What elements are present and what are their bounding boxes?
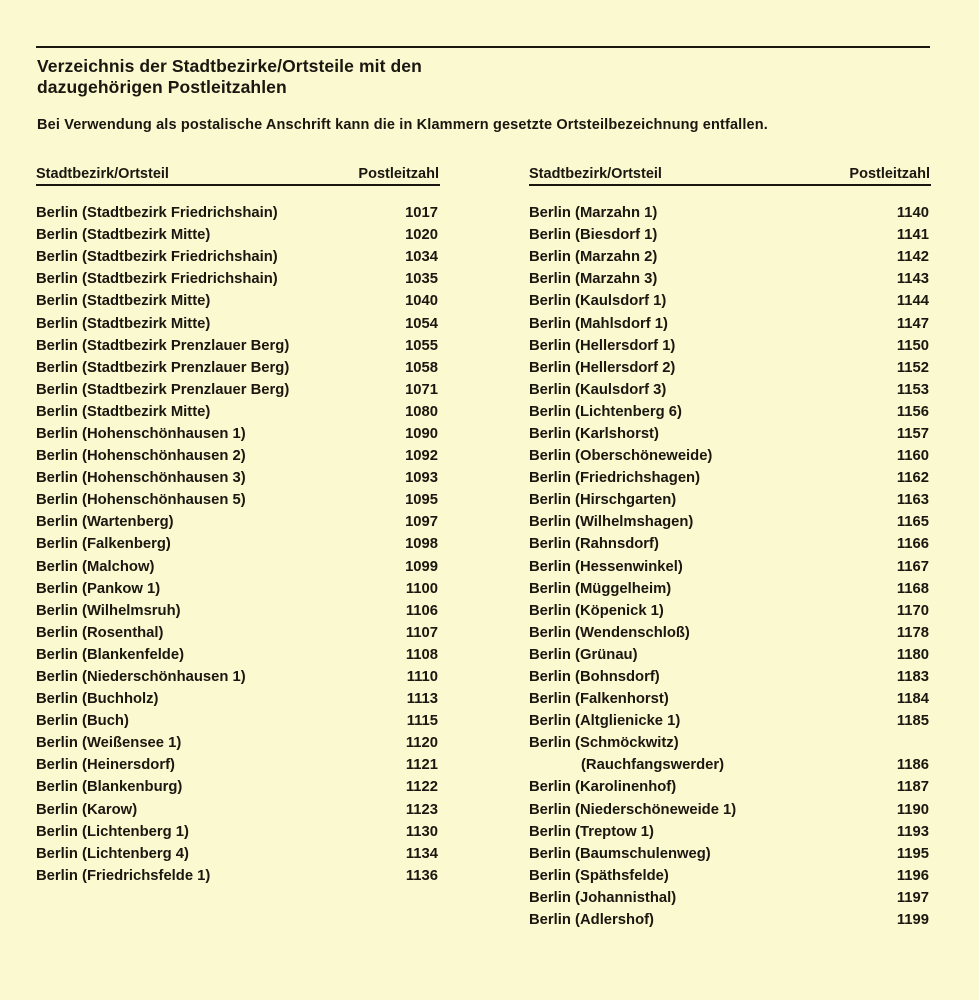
postcode: 1153 xyxy=(896,381,929,398)
table-row xyxy=(529,511,931,533)
postcode: 1193 xyxy=(896,823,929,840)
table-row xyxy=(529,423,931,445)
table-row xyxy=(529,909,931,931)
postcode: 1150 xyxy=(896,337,929,354)
table-row xyxy=(36,423,440,445)
top-rule xyxy=(36,46,930,48)
postcode: 1187 xyxy=(896,779,929,796)
postcode: 1098 xyxy=(405,536,438,553)
table-row xyxy=(529,776,931,798)
postcode: 1120 xyxy=(405,735,438,752)
postcode: 1113 xyxy=(406,691,438,708)
table-row xyxy=(36,600,440,622)
district-name: Berlin (Wendenschloß) xyxy=(529,624,690,641)
table-row xyxy=(36,268,440,290)
postcode: 1134 xyxy=(405,845,438,862)
table-row xyxy=(36,533,440,555)
district-name: Berlin (Lichtenberg 1) xyxy=(36,823,189,840)
postcode: 1100 xyxy=(405,580,438,597)
table-row xyxy=(36,732,440,754)
table-row xyxy=(529,224,931,246)
district-name: Berlin (Marzahn 2) xyxy=(529,249,658,266)
district-name: Berlin (Kaulsdorf 1) xyxy=(529,293,667,310)
district-name: Berlin (Stadtbezirk Friedrichshain) xyxy=(36,249,278,266)
postcode: 1034 xyxy=(405,249,438,266)
table-row xyxy=(529,467,931,489)
district-name: Berlin (Niederschönhausen 1) xyxy=(36,669,246,686)
table-row xyxy=(529,379,931,401)
postcode: 1080 xyxy=(405,403,438,420)
district-name: Berlin (Rosenthal) xyxy=(36,624,164,641)
district-name: Berlin (Köpenick 1) xyxy=(529,602,664,619)
postcode: 1106 xyxy=(405,602,438,619)
district-name: Berlin (Mahlsdorf 1) xyxy=(529,315,668,332)
table-row xyxy=(529,202,931,224)
table-row xyxy=(529,865,931,887)
postcode: 1165 xyxy=(896,514,929,531)
postcode: 1099 xyxy=(405,558,438,575)
district-name: Berlin (Hirschgarten) xyxy=(529,492,677,509)
district-name: (Rauchfangswerder) xyxy=(581,757,725,774)
table-row xyxy=(36,666,440,688)
table-row xyxy=(36,710,440,732)
postcode: 1020 xyxy=(405,227,438,244)
district-name: Berlin (Altglienicke 1) xyxy=(529,713,681,730)
postcode: 1156 xyxy=(896,403,929,420)
district-name: Berlin (Stadtbezirk Mitte) xyxy=(36,315,211,332)
table-row xyxy=(36,578,440,600)
table-row xyxy=(529,821,931,843)
district-name: Berlin (Lichtenberg 6) xyxy=(529,403,682,420)
postcode: 1168 xyxy=(896,580,929,597)
postcode: 1186 xyxy=(896,757,929,774)
district-name: Berlin (Wilhelmshagen) xyxy=(529,514,694,531)
right-postcode-list xyxy=(529,202,931,931)
table-row xyxy=(529,246,931,268)
postcode: 1196 xyxy=(896,867,929,884)
table-row xyxy=(36,799,440,821)
district-name: Berlin (Stadtbezirk Mitte) xyxy=(36,227,211,244)
postcode: 1170 xyxy=(896,602,929,619)
postcode: 1095 xyxy=(405,492,438,509)
table-row xyxy=(36,754,440,776)
postcode: 1197 xyxy=(896,889,929,906)
postcode: 1152 xyxy=(896,359,929,376)
district-name: Berlin (Hessenwinkel) xyxy=(529,558,683,575)
district-name: Berlin (Falkenhorst) xyxy=(529,691,669,708)
table-row xyxy=(529,644,931,666)
district-name: Berlin (Stadtbezirk Friedrichshain) xyxy=(36,271,278,288)
postcode: 1185 xyxy=(896,713,929,730)
postcode: 1110 xyxy=(406,669,438,686)
district-name: Berlin (Kaulsdorf 3) xyxy=(529,381,667,398)
table-row xyxy=(36,445,440,467)
district-name: Berlin (Stadtbezirk Prenzlauer Berg) xyxy=(36,337,290,354)
district-name: Berlin (Karow) xyxy=(36,801,138,818)
district-name: Berlin (Treptow 1) xyxy=(529,823,654,840)
postcode: 1058 xyxy=(405,359,438,376)
table-row xyxy=(529,290,931,312)
table-row xyxy=(529,732,931,754)
district-name: Berlin (Stadtbezirk Mitte) xyxy=(36,403,211,420)
postcode: 1144 xyxy=(896,293,929,310)
district-name: Berlin (Johannisthal) xyxy=(529,889,677,906)
district-name: Berlin (Lichtenberg 4) xyxy=(36,845,189,862)
postcode: 1115 xyxy=(406,713,438,730)
postcode: 1142 xyxy=(896,249,929,266)
district-name: Berlin (Hohenschönhausen 5) xyxy=(36,492,246,509)
postcode: 1190 xyxy=(896,801,929,818)
postcode: 1017 xyxy=(405,205,438,222)
district-name: Berlin (Hellersdorf 1) xyxy=(529,337,676,354)
district-name: Berlin (Hohenschönhausen 1) xyxy=(36,425,246,442)
district-name: Berlin (Marzahn 1) xyxy=(529,205,658,222)
table-row xyxy=(36,467,440,489)
postcode: 1143 xyxy=(896,271,929,288)
table-row xyxy=(36,622,440,644)
district-name: Berlin (Blankenfelde) xyxy=(36,646,184,663)
postcode: 1054 xyxy=(405,315,438,332)
table-row xyxy=(529,556,931,578)
left-postcode-list xyxy=(36,202,440,887)
district-name: Berlin (Adlershof) xyxy=(529,912,654,929)
postcode: 1123 xyxy=(405,801,438,818)
left-column xyxy=(36,156,440,887)
table-row xyxy=(36,335,440,357)
district-name: Berlin (Biesdorf 1) xyxy=(529,227,658,244)
title-line-2: dazugehörigen Postleitzahlen xyxy=(37,77,287,97)
district-name: Berlin (Wilhelmsruh) xyxy=(36,602,181,619)
table-row xyxy=(36,865,440,887)
title-line-1: Verzeichnis der Stadtbezirke/Ortsteile mit den xyxy=(37,56,422,76)
postcode: 1136 xyxy=(405,867,438,884)
table-row xyxy=(36,224,440,246)
right-column-header xyxy=(529,156,931,186)
table-row xyxy=(529,799,931,821)
postcode: 1090 xyxy=(405,425,438,442)
table-row xyxy=(36,776,440,798)
district-name: Berlin (Stadtbezirk Mitte) xyxy=(36,293,211,310)
district-name: Berlin (Späthsfelde) xyxy=(529,867,669,884)
right-column xyxy=(529,156,931,931)
postcode: 1178 xyxy=(896,624,929,641)
table-row xyxy=(36,644,440,666)
district-name: Berlin (Rahnsdorf) xyxy=(529,536,659,553)
table-row xyxy=(529,710,931,732)
district-name: Berlin (Grünau) xyxy=(529,646,638,663)
postcode: 1071 xyxy=(405,381,438,398)
district-name: Berlin (Stadtbezirk Prenzlauer Berg) xyxy=(36,359,290,376)
table-row xyxy=(36,821,440,843)
table-row xyxy=(36,312,440,334)
table-row xyxy=(529,312,931,334)
table-row xyxy=(529,335,931,357)
table-row xyxy=(36,202,440,224)
district-name: Berlin (Hohenschönhausen 3) xyxy=(36,470,246,487)
postcode: 1121 xyxy=(405,757,438,774)
table-row xyxy=(36,379,440,401)
district-name: Berlin (Müggelheim) xyxy=(529,580,672,597)
postcode: 1040 xyxy=(405,293,438,310)
district-name: Berlin (Hellersdorf 2) xyxy=(529,359,676,376)
postcode: 1107 xyxy=(405,624,438,641)
district-name: Berlin (Weißensee 1) xyxy=(36,735,182,752)
address-note: Bei Verwendung als postalische Anschrift kann die in Klammern gesetzte Ortsteilbezeichnung entfallen. xyxy=(37,117,768,133)
district-name: Berlin (Friedrichshagen) xyxy=(529,470,701,487)
district-name: Berlin (Buch) xyxy=(36,713,129,730)
district-name: Berlin (Stadtbezirk Friedrichshain) xyxy=(36,205,278,222)
postcode: 1180 xyxy=(896,646,929,663)
table-row xyxy=(36,246,440,268)
district-name: Berlin (Hohenschönhausen 2) xyxy=(36,448,246,465)
district-name: Berlin (Stadtbezirk Prenzlauer Berg) xyxy=(36,381,290,398)
postcode: 1167 xyxy=(896,558,929,575)
district-name: Berlin (Bohnsdorf) xyxy=(529,669,660,686)
table-row xyxy=(529,578,931,600)
district-name: Berlin (Buchholz) xyxy=(36,691,159,708)
page-title xyxy=(37,56,737,98)
table-row xyxy=(529,843,931,865)
postcode: 1160 xyxy=(896,448,929,465)
district-name: Berlin (Wartenberg) xyxy=(36,514,174,531)
table-row xyxy=(529,401,931,423)
postcode: 1035 xyxy=(405,271,438,288)
postcode: 1130 xyxy=(405,823,438,840)
district-name: Berlin (Blankenburg) xyxy=(36,779,183,796)
district-name: Berlin (Heinersdorf) xyxy=(36,757,175,774)
postcode: 1093 xyxy=(405,470,438,487)
district-name: Berlin (Niederschöneweide 1) xyxy=(529,801,737,818)
table-row xyxy=(529,357,931,379)
district-name: Berlin (Falkenberg) xyxy=(36,536,171,553)
postcode: 1097 xyxy=(405,514,438,531)
table-row xyxy=(529,489,931,511)
table-row xyxy=(36,688,440,710)
district-name: Berlin (Karolinenhof) xyxy=(529,779,677,796)
district-name: Berlin (Malchow) xyxy=(36,558,155,575)
postcode: 1108 xyxy=(405,646,438,663)
table-row xyxy=(529,533,931,555)
table-row xyxy=(36,357,440,379)
postcode: 1162 xyxy=(896,470,929,487)
table-row xyxy=(529,600,931,622)
district-name: Berlin (Marzahn 3) xyxy=(529,271,658,288)
table-row xyxy=(529,688,931,710)
table-row xyxy=(529,622,931,644)
postcode: 1184 xyxy=(896,691,929,708)
postcode: 1157 xyxy=(896,425,929,442)
postcode: 1141 xyxy=(896,227,929,244)
postcode: 1183 xyxy=(896,669,929,686)
postcode: 1055 xyxy=(405,337,438,354)
postcode: 1163 xyxy=(896,492,929,509)
left-header-postcode: Postleitzahl xyxy=(358,166,439,182)
right-header-district: Stadtbezirk/Ortsteil xyxy=(529,166,662,182)
postcode: 1122 xyxy=(405,779,438,796)
table-row xyxy=(36,556,440,578)
postcode: 1166 xyxy=(896,536,929,553)
district-name: Berlin (Schmöckwitz) xyxy=(529,735,679,752)
postcode: 1147 xyxy=(896,315,929,332)
table-row xyxy=(36,290,440,312)
table-row xyxy=(36,489,440,511)
table-row xyxy=(36,843,440,865)
district-name: Berlin (Baumschulenweg) xyxy=(529,845,711,862)
postcode: 1092 xyxy=(405,448,438,465)
left-column-header xyxy=(36,156,440,186)
postcode: 1195 xyxy=(896,845,929,862)
table-row xyxy=(529,445,931,467)
table-row xyxy=(529,754,931,776)
left-header-district: Stadtbezirk/Ortsteil xyxy=(36,166,169,182)
table-row xyxy=(36,401,440,423)
postcode: 1199 xyxy=(896,912,929,929)
postcode: 1140 xyxy=(896,205,929,222)
table-row xyxy=(529,887,931,909)
table-row xyxy=(529,666,931,688)
right-header-postcode: Postleitzahl xyxy=(849,166,930,182)
table-row xyxy=(36,511,440,533)
district-name: Berlin (Karlshorst) xyxy=(529,425,659,442)
district-name: Berlin (Oberschöneweide) xyxy=(529,448,713,465)
district-name: Berlin (Pankow 1) xyxy=(36,580,161,597)
table-row xyxy=(529,268,931,290)
district-name: Berlin (Friedrichsfelde 1) xyxy=(36,867,211,884)
